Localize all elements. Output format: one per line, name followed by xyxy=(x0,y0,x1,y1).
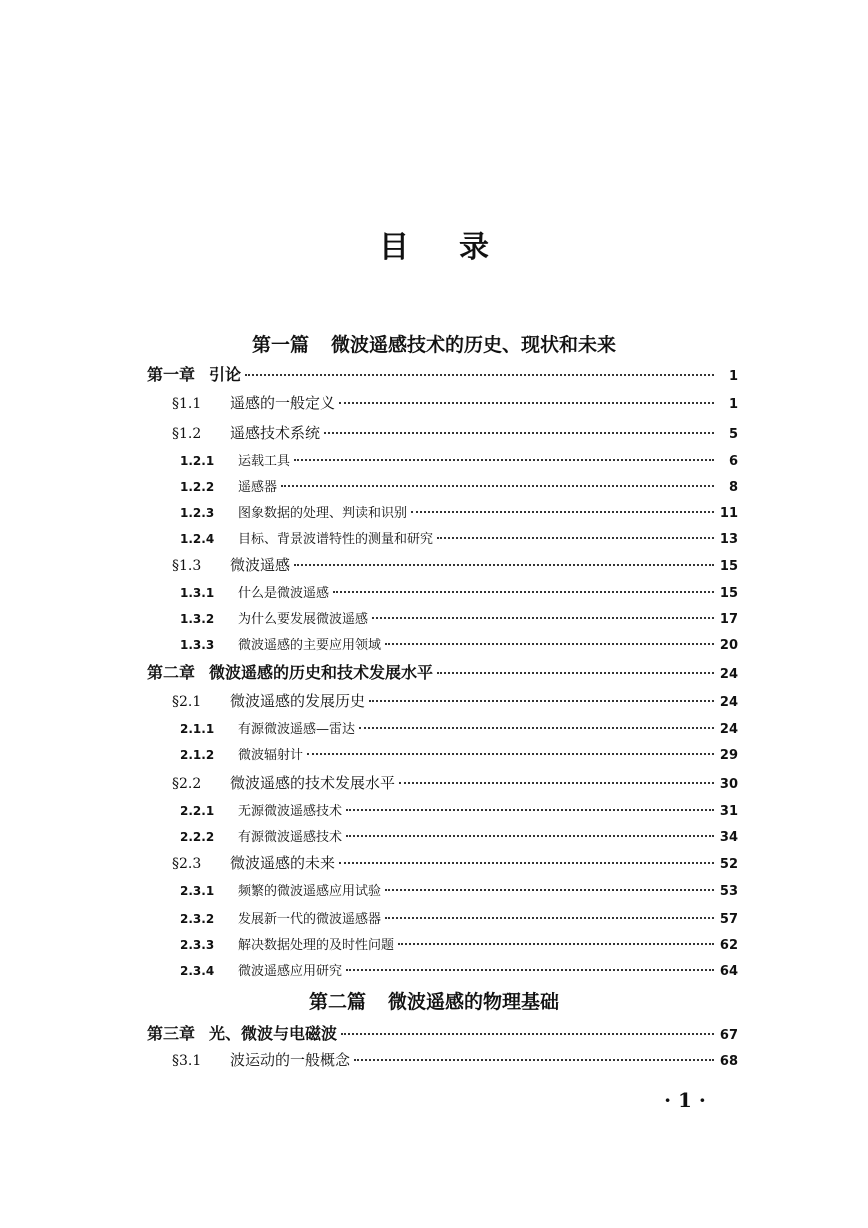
entry-number: 2.2.2 xyxy=(180,830,215,844)
entry-title: 微波辐射计 xyxy=(238,748,304,763)
entry-title: 微波遥感的技术发展水平 xyxy=(230,774,396,792)
page-number: · 1 · xyxy=(664,1088,706,1112)
toc-entry-sub xyxy=(180,634,738,660)
toc-entry-sub xyxy=(180,608,738,634)
entry-number: §1.1 xyxy=(172,396,202,412)
toc-entry-section xyxy=(172,852,738,878)
entry-number: §1.3 xyxy=(172,558,202,574)
dot-leader xyxy=(385,889,714,891)
entry-title: 图象数据的处理、判读和识别 xyxy=(238,506,408,521)
entry-number: 2.3.4 xyxy=(180,964,215,978)
entry-page: 24 xyxy=(719,722,738,737)
dot-leader xyxy=(359,727,714,729)
toc-entry-sub xyxy=(180,880,738,906)
entry-number: 2.3.2 xyxy=(180,912,215,926)
entry-title: 微波遥感应用研究 xyxy=(238,964,343,979)
entry-title: 目标、背景波谱特性的测量和研究 xyxy=(238,532,434,547)
dot-leader xyxy=(372,617,714,619)
entry-page: 15 xyxy=(719,559,738,574)
entry-title: 解决数据处理的及时性问题 xyxy=(238,938,395,953)
dot-leader xyxy=(307,753,714,755)
entry-title: 为什么要发展微波遥感 xyxy=(238,612,369,627)
toc-entry-section xyxy=(172,392,738,418)
toc-entry-sub xyxy=(180,934,738,960)
entry-page: 34 xyxy=(719,830,738,845)
entry-title: 无源微波遥感技术 xyxy=(238,804,343,819)
entry-number: §3.1 xyxy=(172,1053,202,1069)
toc-entry-sub xyxy=(180,476,738,502)
entry-title: 发展新一代的微波遥感器 xyxy=(238,912,382,927)
toc-entry-sub xyxy=(180,826,738,852)
entry-title: 微波遥感 xyxy=(230,556,291,574)
entry-number: §2.3 xyxy=(172,856,202,872)
entry-page: 31 xyxy=(719,804,738,819)
entry-page: 24 xyxy=(719,667,738,682)
entry-number: §2.1 xyxy=(172,694,202,710)
part-title: 微波遥感技术的历史、现状和未来 xyxy=(331,334,617,356)
entry-number: 2.2.1 xyxy=(180,804,215,818)
entry-number: 1.3.1 xyxy=(180,586,215,600)
toc-entry-section xyxy=(172,772,738,798)
dot-leader xyxy=(294,564,714,566)
entry-title: 运载工具 xyxy=(238,454,291,469)
entry-number: 2.3.3 xyxy=(180,938,215,952)
dot-leader xyxy=(281,485,714,487)
entry-number: 2.1.2 xyxy=(180,748,215,762)
entry-page: 13 xyxy=(719,532,738,547)
toc-entry-chapter xyxy=(147,362,738,388)
entry-number: 第一章 xyxy=(147,365,196,384)
entry-number: 第三章 xyxy=(147,1024,196,1043)
entry-page: 52 xyxy=(719,857,738,872)
entry-page: 6 xyxy=(728,454,738,469)
toc-entry-sub xyxy=(180,908,738,934)
toc-entry-section xyxy=(172,690,738,716)
entry-page: 5 xyxy=(728,427,738,442)
dot-leader xyxy=(385,643,714,645)
toc-entry-sub xyxy=(180,450,738,476)
entry-number: 1.2.2 xyxy=(180,480,215,494)
entry-title: 有源微波遥感技术 xyxy=(238,830,343,845)
dot-leader xyxy=(437,672,714,674)
entry-page: 1 xyxy=(728,369,738,384)
dot-leader xyxy=(369,700,714,702)
toc-entry-section xyxy=(172,422,738,448)
dot-leader xyxy=(294,459,714,461)
dot-leader xyxy=(346,835,714,837)
dot-leader xyxy=(354,1059,714,1061)
toc-entry-sub xyxy=(180,502,738,528)
entry-page: 62 xyxy=(719,938,738,953)
entry-page: 1 xyxy=(728,397,738,412)
entry-page: 29 xyxy=(719,748,738,763)
entry-title: 微波遥感的历史和技术发展水平 xyxy=(209,663,434,682)
part-number: 第一篇 xyxy=(251,334,309,356)
toc-entry-sub xyxy=(180,960,738,986)
toc-entry-sub xyxy=(180,800,738,826)
toc-entry-sub xyxy=(180,582,738,608)
entry-page: 57 xyxy=(719,912,738,927)
dot-leader xyxy=(341,1033,714,1035)
entry-title: 引论 xyxy=(209,365,242,384)
dot-leader xyxy=(339,862,714,864)
entry-title: 有源微波遥感—雷达 xyxy=(238,722,356,737)
entry-number: 第二章 xyxy=(147,663,196,682)
dot-leader xyxy=(385,917,714,919)
entry-number: §2.2 xyxy=(172,776,202,792)
entry-title: 微波遥感的主要应用领域 xyxy=(238,638,382,653)
entry-page: 17 xyxy=(719,612,738,627)
dot-leader xyxy=(333,591,714,593)
part-number: 第二篇 xyxy=(308,991,366,1013)
part-heading xyxy=(0,987,868,1014)
entry-page: 24 xyxy=(719,695,738,710)
entry-page: 8 xyxy=(728,480,738,495)
entry-number: 2.1.1 xyxy=(180,722,215,736)
dot-leader xyxy=(339,402,714,404)
entry-number: 2.3.1 xyxy=(180,884,215,898)
entry-title: 波运动的一般概念 xyxy=(230,1051,351,1069)
entry-number: 1.3.3 xyxy=(180,638,215,652)
entry-title: 什么是微波遥感 xyxy=(238,586,330,601)
entry-title: 遥感的一般定义 xyxy=(230,394,336,412)
dot-leader xyxy=(245,374,714,376)
dot-leader xyxy=(398,943,714,945)
entry-page: 20 xyxy=(719,638,738,653)
toc-entry-chapter xyxy=(147,1021,738,1047)
dot-leader xyxy=(346,809,714,811)
entry-page: 64 xyxy=(719,964,738,979)
toc-entry-sub xyxy=(180,744,738,770)
entry-title: 遥感技术系统 xyxy=(230,424,321,442)
entry-title: 频繁的微波遥感应用试验 xyxy=(238,884,382,899)
dot-leader xyxy=(437,537,714,539)
toc-entry-chapter xyxy=(147,660,738,686)
dot-leader xyxy=(411,511,714,513)
entry-number: §1.2 xyxy=(172,426,202,442)
part-heading xyxy=(0,330,868,357)
entry-number: 1.3.2 xyxy=(180,612,215,626)
toc-entry-section xyxy=(172,554,738,580)
toc-entry-section xyxy=(172,1049,738,1075)
entry-page: 67 xyxy=(719,1028,738,1043)
entry-number: 1.2.3 xyxy=(180,506,215,520)
entry-page: 30 xyxy=(719,777,738,792)
entry-title: 微波遥感的未来 xyxy=(230,854,336,872)
page-title: 目录 xyxy=(379,230,539,265)
toc-entry-sub xyxy=(180,528,738,554)
entry-page: 68 xyxy=(719,1054,738,1069)
entry-page: 15 xyxy=(719,586,738,601)
entry-title: 遥感器 xyxy=(238,480,278,495)
entry-number: 1.2.1 xyxy=(180,454,215,468)
toc-entry-sub xyxy=(180,718,738,744)
entry-title: 光、微波与电磁波 xyxy=(209,1024,338,1043)
entry-title: 微波遥感的发展历史 xyxy=(230,692,366,710)
part-title: 微波遥感的物理基础 xyxy=(388,991,560,1013)
dot-leader xyxy=(324,432,714,434)
entry-page: 53 xyxy=(719,884,738,899)
dot-leader xyxy=(399,782,714,784)
entry-number: 1.2.4 xyxy=(180,532,215,546)
entry-page: 11 xyxy=(719,506,738,521)
dot-leader xyxy=(346,969,714,971)
